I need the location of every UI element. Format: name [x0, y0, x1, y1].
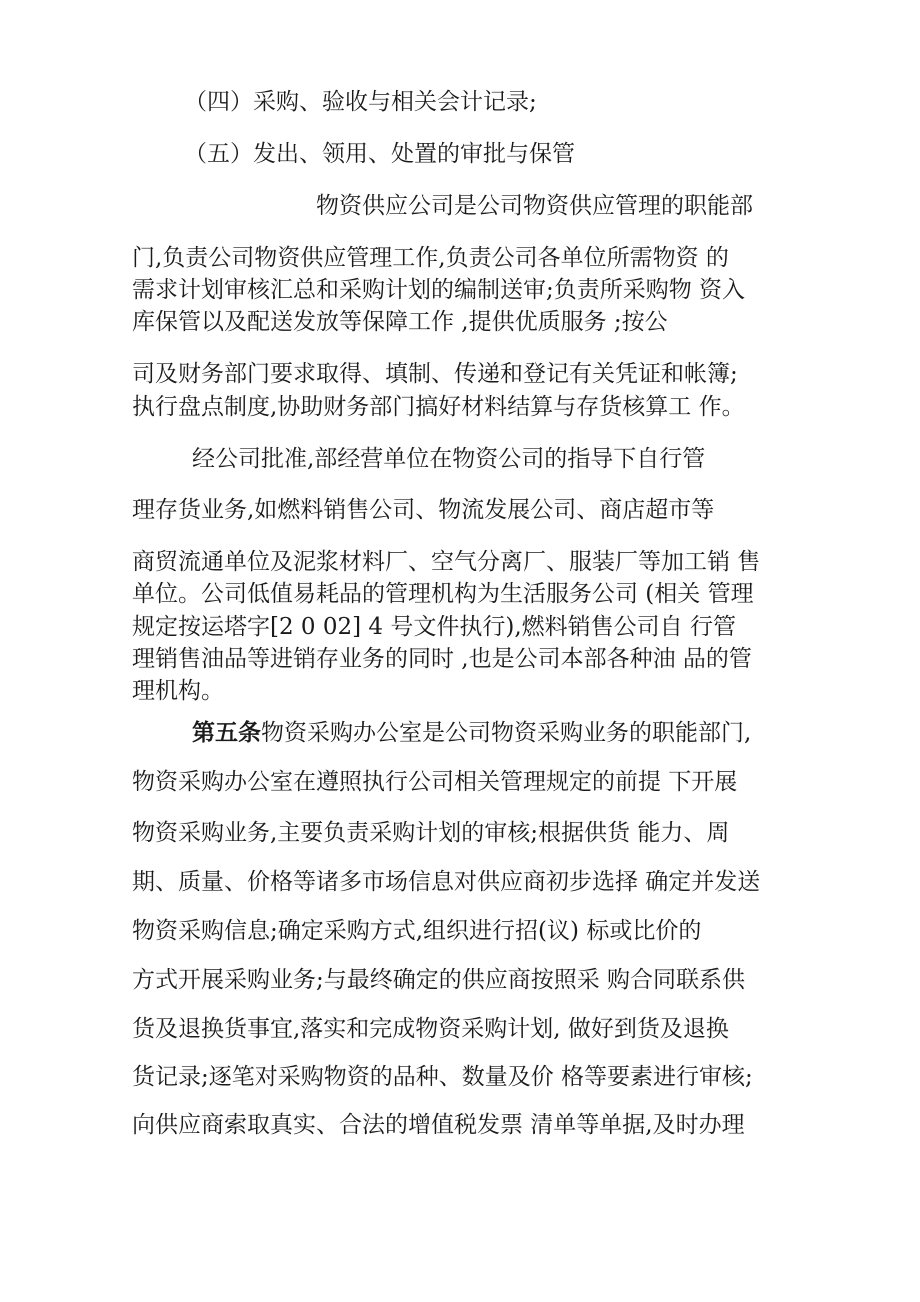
paragraph-line: 司及财务部门要求取得、填制、传递和登记有关凭证和帐簿;: [132, 361, 738, 387]
paragraph-line: 方式开展采购业务;与最终确定的供应商按照采 购合同联系供: [132, 967, 746, 993]
item-four: （四）采购、验收与相关会计记录;: [184, 89, 537, 115]
paragraph-line: 需求计划审核汇总和采购计划的编制送审;负责所采购物 资入: [132, 277, 746, 303]
paragraph-line: 经公司批准,部经营单位在物资公司的指导下自行管: [192, 446, 706, 472]
paragraph-line: 执行盘点制度,协助财务部门搞好材料结算与存货核算工 作。: [132, 394, 745, 420]
paragraph-line: 物资采购信息;确定采购方式,组织进行招(议) 标或比价的: [132, 918, 702, 944]
paragraph-line: 期、质量、价格等诸多市场信息对供应商初步选择 确定并发送: [132, 869, 761, 895]
paragraph-line: 理销售油品等进销存业务的同时 ,也是公司本部各种油 品的管: [132, 646, 752, 672]
paragraph-line: 单位。公司低值易耗品的管理机构为生活服务公司 (相关 管理: [132, 581, 754, 607]
paragraph-line: 向供应商索取真实、合法的增值税发票 清单等单据,及时办理: [132, 1112, 745, 1138]
article-five-first-line: [192, 719, 792, 747]
paragraph-line: 规定按运塔字[2 0 02] 4 号文件执行),燃料销售公司自 行管: [132, 614, 736, 640]
paragraph-line: 库保管以及配送发放等保障工作 ,提供优质服务 ;按公: [132, 309, 668, 335]
paragraph-line: 货及退换货事宜,落实和完成物资采购计划, 做好到货及退换: [132, 1016, 729, 1042]
paragraph-line: 理存货业务,如燃料销售公司、物流发展公司、商店超市等: [132, 497, 715, 523]
article-five-text: 物资采购办公室是公司物资采购业务的职能部门,: [261, 720, 752, 746]
paragraph-line: 货记录;逐笔对采购物资的品种、数量及价 格等要素进行审核;: [132, 1064, 753, 1090]
paragraph-line: 门,负责公司物资供应管理工作,负责公司各单位所需物资 的: [132, 245, 729, 271]
paragraph-line: 物资采购办公室在遵照执行公司相关管理规定的前提 下开展: [132, 769, 738, 795]
article-label: 第五条: [192, 720, 261, 746]
paragraph-line: 物资供应公司是公司物资供应管理的职能部: [316, 193, 753, 219]
paragraph-line: 商贸流通单位及泥浆材料厂、空气分离厂、服装厂等加工销 售: [132, 549, 761, 575]
item-five: （五）发出、领用、处置的审批与保管: [184, 141, 575, 167]
paragraph-line: 物资采购业务,主要负责采购计划的审核;根据供货 能力、周: [132, 820, 730, 846]
paragraph-line: 理机构。: [132, 678, 224, 704]
